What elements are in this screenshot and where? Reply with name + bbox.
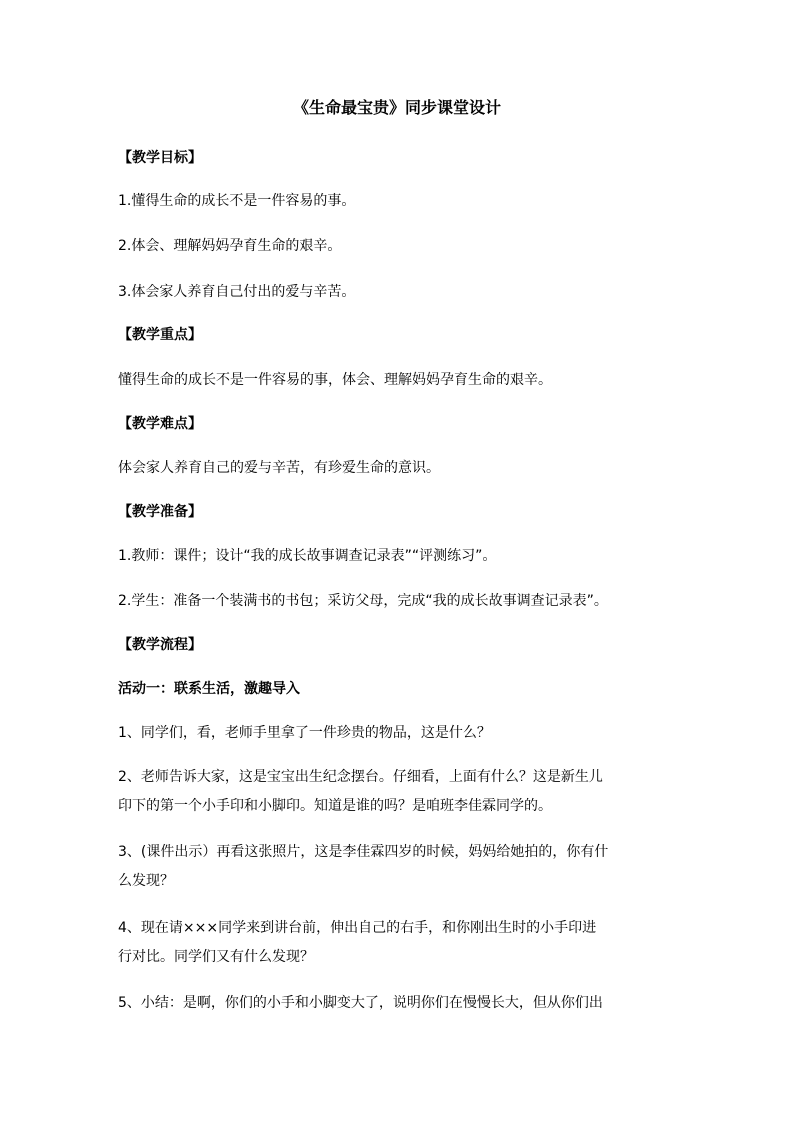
heading-teaching-process: 【教学流程】 (118, 637, 202, 653)
process-step-4-line-1: 4、现在请×××同学来到讲台前，伸出自己的右手，和你刚出生时的小手印进 (118, 920, 597, 936)
activity-1-title: 活动一：联系生活，激趣导入 (118, 681, 300, 697)
document-title: 《生命最宝贵》同步课堂设计 (292, 98, 501, 117)
goal-item-1: 1.懂得生命的成长不是一件容易的事。 (118, 193, 356, 209)
goal-item-2: 2.体会、理解妈妈孕育生命的艰辛。 (118, 238, 342, 254)
key-points-text: 懂得生命的成长不是一件容易的事，体会、理解妈妈孕育生命的艰辛。 (118, 372, 552, 388)
heading-teaching-goals: 【教学目标】 (118, 150, 202, 166)
heading-difficulties: 【教学难点】 (118, 416, 202, 432)
process-step-1: 1、同学们，看，老师手里拿了一件珍贵的物品，这是什么？ (118, 725, 491, 741)
process-step-4-line-2: 行对比。同学们又有什么发现？ (118, 949, 314, 965)
process-step-3-line-2: 么发现？ (118, 873, 174, 889)
goal-item-3: 3.体会家人养育自己付出的爱与辛苦。 (118, 284, 356, 300)
heading-key-points: 【教学重点】 (118, 327, 202, 343)
process-step-2-line-2: 印下的第一个小手印和小脚印。知道是谁的吗？是咱班李佳霖同学的。 (118, 798, 552, 814)
process-step-5-line-1: 5、小结：是啊，你们的小手和小脚变大了，说明你们在慢慢长大，但从你们出 (118, 995, 603, 1011)
process-step-2-line-1: 2、老师告诉大家，这是宝宝出生纪念摆台。仔细看，上面有什么？这是新生儿 (118, 769, 603, 785)
heading-preparation: 【教学准备】 (118, 504, 202, 520)
preparation-item-2: 2.学生：准备一个装满书的书包；采访父母，完成“我的成长故事调查记录表”。 (118, 593, 608, 609)
difficulties-text: 体会家人养育自己的爱与辛苦，有珍爱生命的意识。 (118, 460, 440, 476)
preparation-item-1: 1.教师：课件；设计“我的成长故事调查记录表”“评测练习”。 (118, 548, 497, 564)
process-step-3-line-1: 3、(课件出示）再看这张照片，这是李佳霖四岁的时候，妈妈给她拍的，你有什 (118, 844, 609, 860)
